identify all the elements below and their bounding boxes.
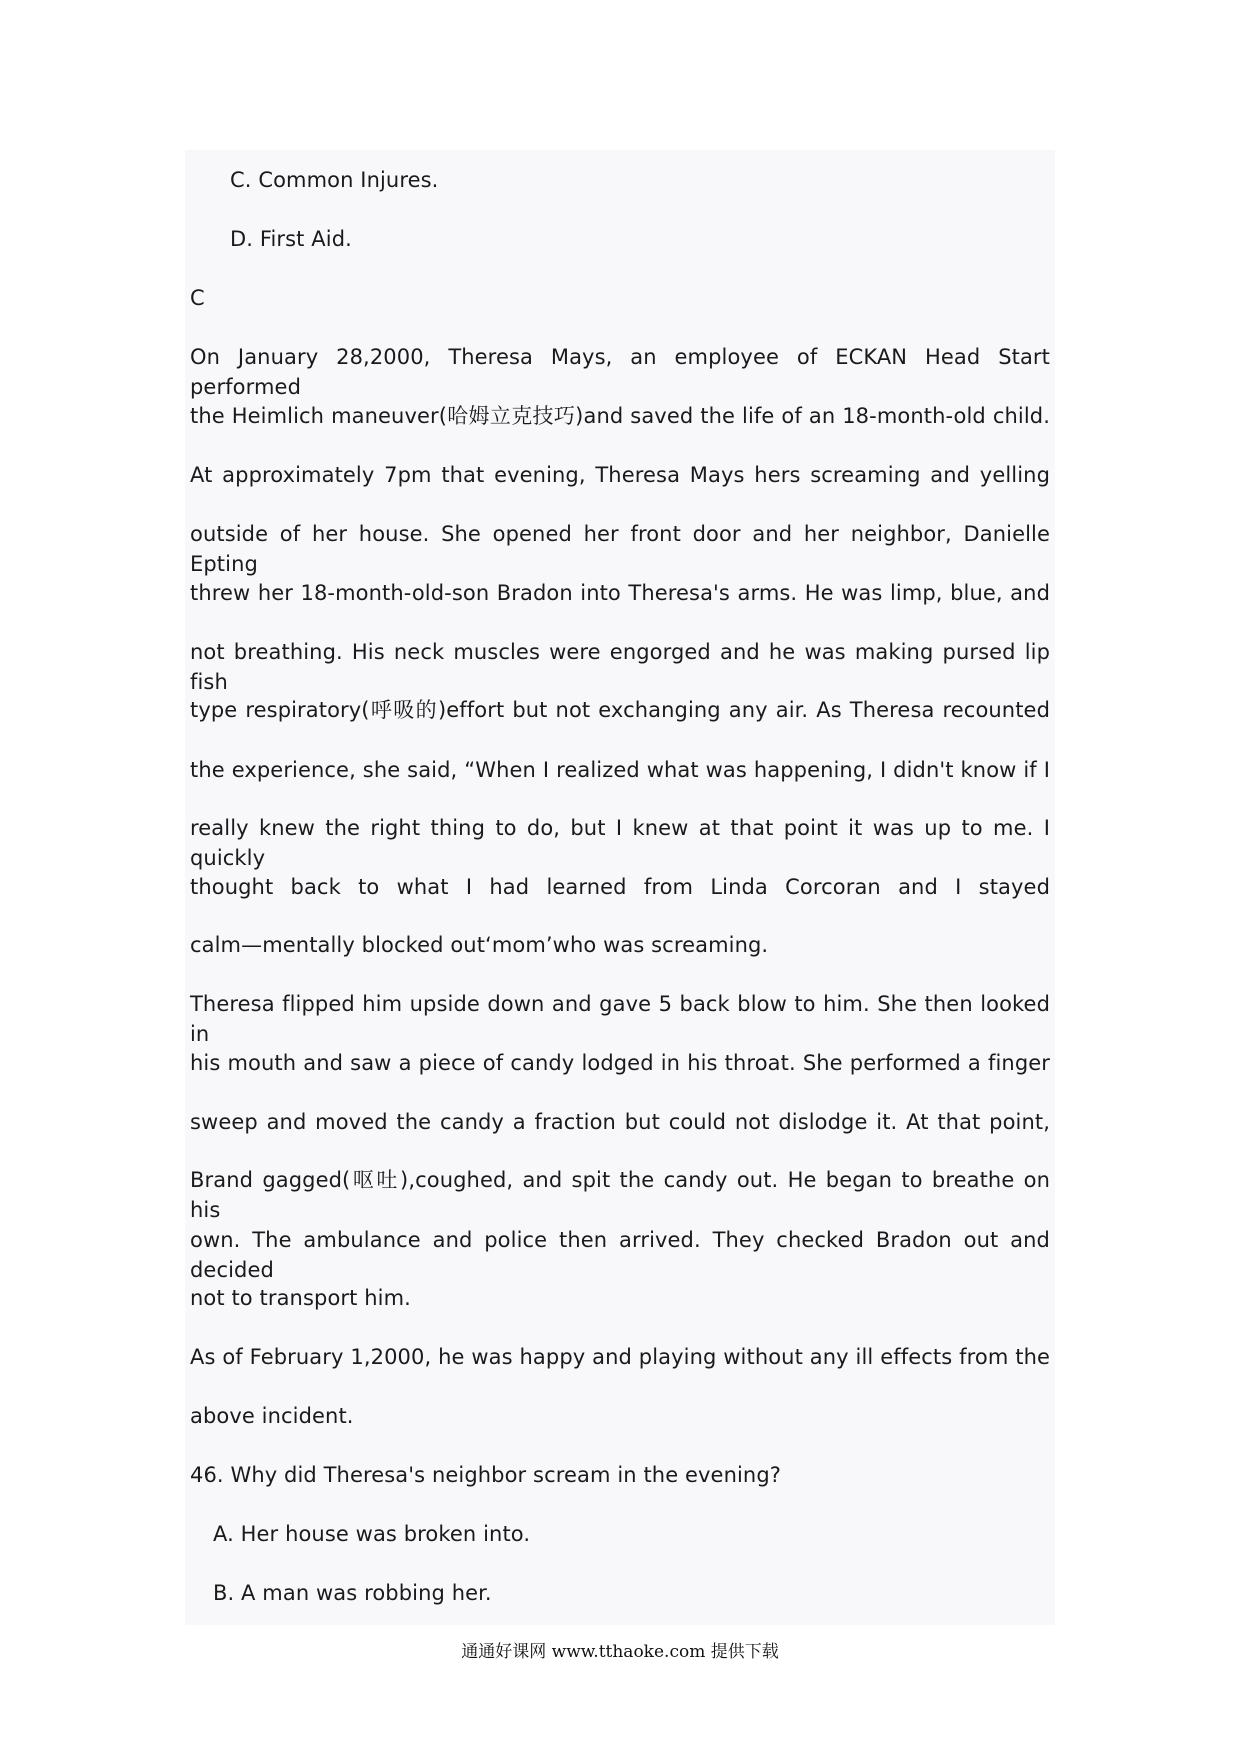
page-footer: 通通好课网 www.tthaoke.com 提供下载 (461, 1642, 779, 1662)
passage-line: outside of her house. She opened her front door and her neighbor, Danielle Epting (190, 522, 1050, 576)
question-46: 46. Why did Theresa's neighbor scream in the evening? (190, 1463, 781, 1487)
passage-line: sweep and moved the candy a fraction but could not dislodge it. At that point, (190, 1110, 1050, 1134)
option-d: D. First Aid. (230, 227, 352, 251)
question-46-option-a: A. Her house was broken into. (213, 1522, 531, 1546)
passage-line: Brand gagged(呕吐),coughed, and spit the candy out. He began to breathe on his (190, 1168, 1050, 1222)
passage-line: above incident. (190, 1404, 354, 1428)
option-c: C. Common Injures. (230, 168, 439, 192)
passage-line: At approximately 7pm that evening, Theresa Mays hers screaming and yelling (190, 463, 1050, 487)
passage-line: type respiratory(呼吸的)effort but not exchanging any air. As Theresa recounted (190, 698, 1050, 722)
passage-line: not to transport him. (190, 1286, 411, 1310)
section-label: C (190, 286, 205, 310)
passage-line: his mouth and saw a piece of candy lodged in his throat. She performed a finger (190, 1051, 1050, 1075)
passage-line: calm—mentally blocked out‘mom’who was screaming. (190, 933, 769, 957)
passage-line: not breathing. His neck muscles were engorged and he was making pursed lip fish (190, 640, 1050, 694)
passage-line: On January 28,2000, Theresa Mays, an employee of ECKAN Head Start performed (190, 345, 1050, 399)
question-46-option-b: B. A man was robbing her. (213, 1581, 492, 1605)
passage-line: own. The ambulance and police then arrived. They checked Bradon out and decided (190, 1228, 1050, 1282)
passage-line: thought back to what I had learned from Linda Corcoran and I stayed (190, 875, 1050, 899)
passage-line: Theresa flipped him upside down and gave 5 back blow to him. She then looked in (190, 992, 1050, 1046)
passage-line: the experience, she said, “When I realized what was happening, I didn't know if I (190, 758, 1050, 782)
passage-line: As of February 1,2000, he was happy and playing without any ill effects from the (190, 1345, 1050, 1369)
passage-line: the Heimlich maneuver(哈姆立克技巧)and saved the life of an 18-month-old child. (190, 404, 1050, 428)
passage-line: really knew the right thing to do, but I knew at that point it was up to me. I quickly (190, 816, 1050, 870)
passage-line: threw her 18-month-old-son Bradon into Theresa's arms. He was limp, blue, and (190, 581, 1050, 605)
